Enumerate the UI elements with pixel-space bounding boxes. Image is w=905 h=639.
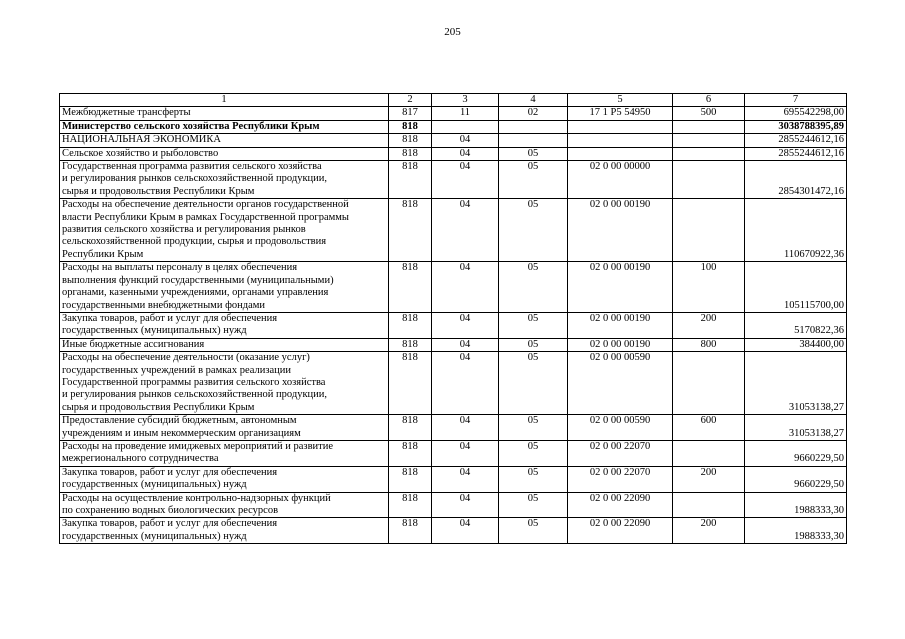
- expense-type-cell: 100: [673, 262, 745, 313]
- admin-code-cell: 818: [389, 518, 432, 544]
- item-name-cell: Закупка товаров, работ и услуг для обеспечения государственных (муниципальных) нужд: [60, 518, 389, 544]
- subsection-cell: 05: [499, 518, 568, 544]
- item-name-cell: Расходы на проведение имиджевых мероприятий и развитие межрегионального сотрудничества: [60, 440, 389, 466]
- amount-cell: 2855244612,16: [745, 134, 847, 147]
- subsection-cell: 05: [499, 312, 568, 338]
- header-cell: 5: [568, 94, 673, 107]
- target-article-cell: 02 0 00 00590: [568, 415, 673, 441]
- amount-cell: 1988333,30: [745, 492, 847, 518]
- section-cell: 04: [432, 338, 499, 351]
- expense-type-cell: [673, 134, 745, 147]
- header-cell: 7: [745, 94, 847, 107]
- header-cell: 3: [432, 94, 499, 107]
- table-row: [60, 440, 847, 466]
- section-cell: 04: [432, 199, 499, 262]
- section-cell: 11: [432, 107, 499, 120]
- admin-code-cell: 818: [389, 134, 432, 147]
- expense-type-cell: [673, 199, 745, 262]
- header-cell: 1: [60, 94, 389, 107]
- table-row: [60, 415, 847, 441]
- amount-cell: 105115700,00: [745, 262, 847, 313]
- admin-code-cell: 817: [389, 107, 432, 120]
- target-article-cell: 17 1 Р5 54950: [568, 107, 673, 120]
- amount-cell: 2854301472,16: [745, 161, 847, 199]
- target-article-cell: 02 0 00 00590: [568, 352, 673, 415]
- subsection-cell: 05: [499, 199, 568, 262]
- target-article-cell: 02 0 00 00190: [568, 338, 673, 351]
- admin-code-cell: 818: [389, 415, 432, 441]
- section-cell: 04: [432, 440, 499, 466]
- item-name-cell: Закупка товаров, работ и услуг для обеспечения государственных (муниципальных) нужд: [60, 312, 389, 338]
- table-row: [60, 147, 847, 160]
- expense-type-cell: [673, 120, 745, 133]
- expense-type-cell: 800: [673, 338, 745, 351]
- table-row: [60, 199, 847, 262]
- admin-code-cell: 818: [389, 440, 432, 466]
- expense-type-cell: [673, 147, 745, 160]
- subsection-cell: [499, 134, 568, 147]
- item-name-cell: Иные бюджетные ассигнования: [60, 338, 389, 351]
- expense-type-cell: [673, 161, 745, 199]
- amount-cell: 5170822,36: [745, 312, 847, 338]
- subsection-cell: 05: [499, 262, 568, 313]
- amount-cell: 1988333,30: [745, 518, 847, 544]
- table-row: [60, 492, 847, 518]
- target-article-cell: 02 0 00 22070: [568, 440, 673, 466]
- header-cell: 4: [499, 94, 568, 107]
- item-name-cell: Предоставление субсидий бюджетным, автономным учреждениям и иным некоммерческим организациям: [60, 415, 389, 441]
- subsection-cell: 05: [499, 415, 568, 441]
- section-cell: 04: [432, 312, 499, 338]
- section-cell: 04: [432, 518, 499, 544]
- table-row: [60, 107, 847, 120]
- target-article-cell: 02 0 00 22090: [568, 518, 673, 544]
- section-cell: 04: [432, 492, 499, 518]
- section-cell: 04: [432, 134, 499, 147]
- admin-code-cell: 818: [389, 312, 432, 338]
- amount-cell: 695542298,00: [745, 107, 847, 120]
- section-cell: 04: [432, 262, 499, 313]
- admin-code-cell: 818: [389, 338, 432, 351]
- amount-cell: 31053138,27: [745, 415, 847, 441]
- target-article-cell: 02 0 00 00190: [568, 262, 673, 313]
- admin-code-cell: 818: [389, 120, 432, 133]
- section-cell: 04: [432, 415, 499, 441]
- section-cell: 04: [432, 147, 499, 160]
- item-name-cell: Расходы на выплаты персоналу в целях обеспечения выполнения функций государственными (муниципальными) органами, казенными учреждениями, органами управления государственными внебюджетными фондами: [60, 262, 389, 313]
- expense-type-cell: 200: [673, 312, 745, 338]
- subsection-cell: 02: [499, 107, 568, 120]
- target-article-cell: 02 0 00 00190: [568, 199, 673, 262]
- amount-cell: 110670922,36: [745, 199, 847, 262]
- expense-type-cell: [673, 352, 745, 415]
- subsection-cell: 05: [499, 466, 568, 492]
- table-row: [60, 161, 847, 199]
- target-article-cell: 02 0 00 22070: [568, 466, 673, 492]
- section-cell: 04: [432, 466, 499, 492]
- target-article-cell: 02 0 00 00190: [568, 312, 673, 338]
- expense-type-cell: 200: [673, 518, 745, 544]
- page-number: 205: [444, 26, 461, 38]
- subsection-cell: 05: [499, 492, 568, 518]
- admin-code-cell: 818: [389, 147, 432, 160]
- item-name-cell: Межбюджетные трансферты: [60, 107, 389, 120]
- item-name-cell: Сельское хозяйство и рыболовство: [60, 147, 389, 160]
- section-cell: [432, 120, 499, 133]
- amount-cell: 384400,00: [745, 338, 847, 351]
- item-name-cell: Министерство сельского хозяйства Республики Крым: [60, 120, 389, 133]
- table-header-row: [60, 94, 847, 107]
- amount-cell: 2855244612,16: [745, 147, 847, 160]
- admin-code-cell: 818: [389, 199, 432, 262]
- amount-cell: 31053138,27: [745, 352, 847, 415]
- table-row: [60, 312, 847, 338]
- target-article-cell: 02 0 00 00000: [568, 161, 673, 199]
- expense-type-cell: 500: [673, 107, 745, 120]
- budget-table: [59, 93, 847, 544]
- admin-code-cell: 818: [389, 466, 432, 492]
- subsection-cell: 05: [499, 352, 568, 415]
- item-name-cell: Закупка товаров, работ и услуг для обеспечения государственных (муниципальных) нужд: [60, 466, 389, 492]
- table-row: [60, 352, 847, 415]
- expense-type-cell: [673, 440, 745, 466]
- section-cell: 04: [432, 352, 499, 415]
- admin-code-cell: 818: [389, 352, 432, 415]
- target-article-cell: [568, 120, 673, 133]
- item-name-cell: Государственная программа развития сельского хозяйства и регулирования рынков сельскохозяйственной продукции, сырья и продовольствия Республики Крым: [60, 161, 389, 199]
- table-row: [60, 120, 847, 133]
- amount-cell: 3038788395,89: [745, 120, 847, 133]
- table-row: [60, 262, 847, 313]
- target-article-cell: [568, 147, 673, 160]
- header-cell: 6: [673, 94, 745, 107]
- header-cell: 2: [389, 94, 432, 107]
- item-name-cell: Расходы на осуществление контрольно-надзорных функций по сохранению водных биологических ресурсов: [60, 492, 389, 518]
- table-row: [60, 134, 847, 147]
- amount-cell: 9660229,50: [745, 466, 847, 492]
- subsection-cell: 05: [499, 338, 568, 351]
- amount-cell: 9660229,50: [745, 440, 847, 466]
- item-name-cell: НАЦИОНАЛЬНАЯ ЭКОНОМИКА: [60, 134, 389, 147]
- subsection-cell: [499, 120, 568, 133]
- subsection-cell: 05: [499, 161, 568, 199]
- subsection-cell: 05: [499, 440, 568, 466]
- table-row: [60, 338, 847, 351]
- table-row: [60, 466, 847, 492]
- target-article-cell: 02 0 00 22090: [568, 492, 673, 518]
- item-name-cell: Расходы на обеспечение деятельности (оказание услуг) государственных учреждений в рамках реализации Государственной программы развития сельского хозяйства и регулирования рынков сельскохозяйственной продукции, сырья и продовольствия Республики Крым: [60, 352, 389, 415]
- admin-code-cell: 818: [389, 492, 432, 518]
- target-article-cell: [568, 134, 673, 147]
- expense-type-cell: 600: [673, 415, 745, 441]
- expense-type-cell: 200: [673, 466, 745, 492]
- subsection-cell: 05: [499, 147, 568, 160]
- expense-type-cell: [673, 492, 745, 518]
- admin-code-cell: 818: [389, 161, 432, 199]
- item-name-cell: Расходы на обеспечение деятельности органов государственной власти Республики Крым в рамках Государственной программы развития сельского хозяйства и регулирования рынков сельскохозяйственной продукции, сырья и продовольствия Республики Крым: [60, 199, 389, 262]
- admin-code-cell: 818: [389, 262, 432, 313]
- section-cell: 04: [432, 161, 499, 199]
- table-row: [60, 518, 847, 544]
